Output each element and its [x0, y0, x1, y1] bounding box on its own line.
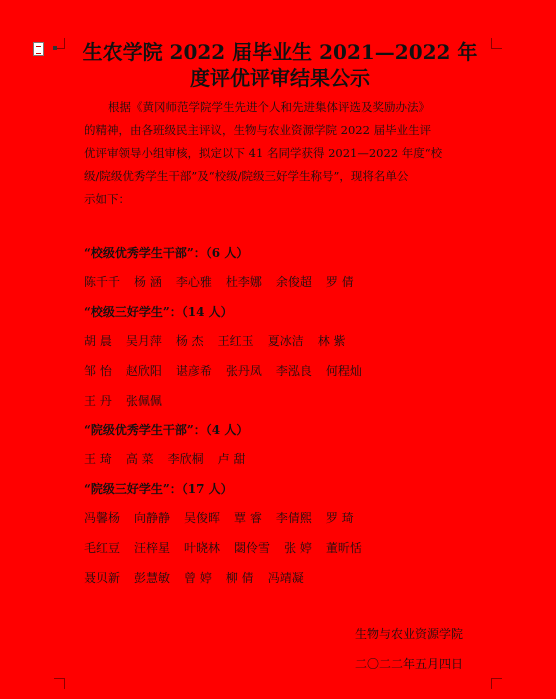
student-name: 高 菜	[125, 452, 154, 466]
document-icon[interactable]	[33, 42, 44, 56]
student-name: 向静静	[134, 511, 171, 525]
name-row	[84, 362, 376, 379]
student-name: 赵欣阳	[125, 364, 162, 378]
student-name: 张 婷	[284, 541, 312, 555]
crop-mark-bottom-left	[54, 678, 65, 689]
intro-line: 级/院级优秀学生干部”及“校级/院级三好学生称号”，现将名单公	[84, 169, 409, 183]
intro-line: 优评审领导小组审核，拟定以下 41 名同学获得 2021—2022 年度“校	[84, 146, 443, 160]
student-name: 覃 睿	[234, 511, 262, 525]
student-name: 张丹凤	[225, 364, 262, 378]
student-name: 柳 倩	[225, 571, 254, 585]
student-name: 陈千千	[84, 275, 121, 289]
student-name: 王 丹	[84, 394, 112, 408]
student-name: 何程灿	[325, 364, 362, 378]
student-name: 杨 涵	[134, 275, 162, 289]
student-name: 彭慧敏	[134, 571, 171, 585]
intro-line: 示如下：	[84, 192, 130, 206]
name-row	[84, 332, 360, 349]
student-name: 卢 甜	[217, 452, 246, 466]
student-name: 杜李娜	[225, 275, 262, 289]
student-name: 夏冰洁	[267, 334, 304, 348]
student-name: 冯靖凝	[267, 571, 304, 585]
student-name: 张佩佩	[125, 394, 162, 408]
student-name: 杨 杰	[175, 334, 204, 348]
student-name: 冯馨杨	[84, 511, 121, 525]
student-name: 林 紫	[317, 334, 346, 348]
name-row	[84, 569, 318, 586]
name-row	[84, 539, 376, 556]
student-name: 谌彦希	[175, 364, 212, 378]
name-row	[84, 392, 176, 409]
intro-paragraph	[84, 96, 484, 211]
student-name: 毛红豆	[84, 541, 121, 555]
signature-org: 生物与农业资源学院	[355, 627, 464, 641]
name-row	[84, 273, 368, 290]
student-name: 邹 怡	[84, 364, 112, 378]
section-heading: “校级三好学生”：（14 人）	[84, 305, 233, 319]
student-name: 曾 婷	[184, 571, 212, 585]
crop-mark-bottom-right	[491, 678, 502, 689]
student-name: 閟伶雪	[234, 541, 271, 555]
student-name: 李心雅	[175, 275, 212, 289]
student-name: 罗 琦	[325, 511, 354, 525]
intro-line: 根据《黄冈师范学院学生先进个人和先进集体评选及奖励办法》	[108, 100, 430, 114]
student-name: 聂贝新	[84, 571, 121, 585]
student-name: 董昕恬	[325, 541, 362, 555]
student-name: 王红玉	[217, 334, 254, 348]
student-name: 吴月萍	[125, 334, 162, 348]
page-title-line-1: 生农学院 2022 届毕业生 2021—2022 年	[82, 40, 478, 64]
student-name: 汪梓星	[134, 541, 171, 555]
student-name: 李欣桐	[167, 452, 204, 466]
section-heading: “院级优秀学生干部”：（4 人）	[84, 423, 249, 437]
student-name: 李泓良	[275, 364, 312, 378]
signature-date: 二〇二二年五月四日	[355, 657, 464, 671]
page-title-line-2: 度评优评审结果公示	[190, 66, 370, 90]
intro-line: 的精神，由各班级民主评议，生物与农业资源学院 2022 届毕业生评	[84, 123, 432, 137]
student-name: 余俊超	[275, 275, 312, 289]
anchor-icon	[53, 46, 57, 50]
section-heading: “校级优秀学生干部”：（6 人）	[84, 246, 249, 260]
student-name: 罗 倩	[325, 275, 354, 289]
student-name: 李倩熙	[275, 511, 312, 525]
name-row	[84, 509, 368, 526]
student-name: 吴俊晖	[184, 511, 221, 525]
student-name: 王 琦	[84, 452, 112, 466]
student-name: 胡 晨	[84, 334, 112, 348]
name-row	[84, 450, 260, 467]
crop-mark-top-right	[491, 38, 502, 49]
section-heading: “院级三好学生”：（17 人）	[84, 482, 233, 496]
student-name: 叶晓林	[184, 541, 221, 555]
